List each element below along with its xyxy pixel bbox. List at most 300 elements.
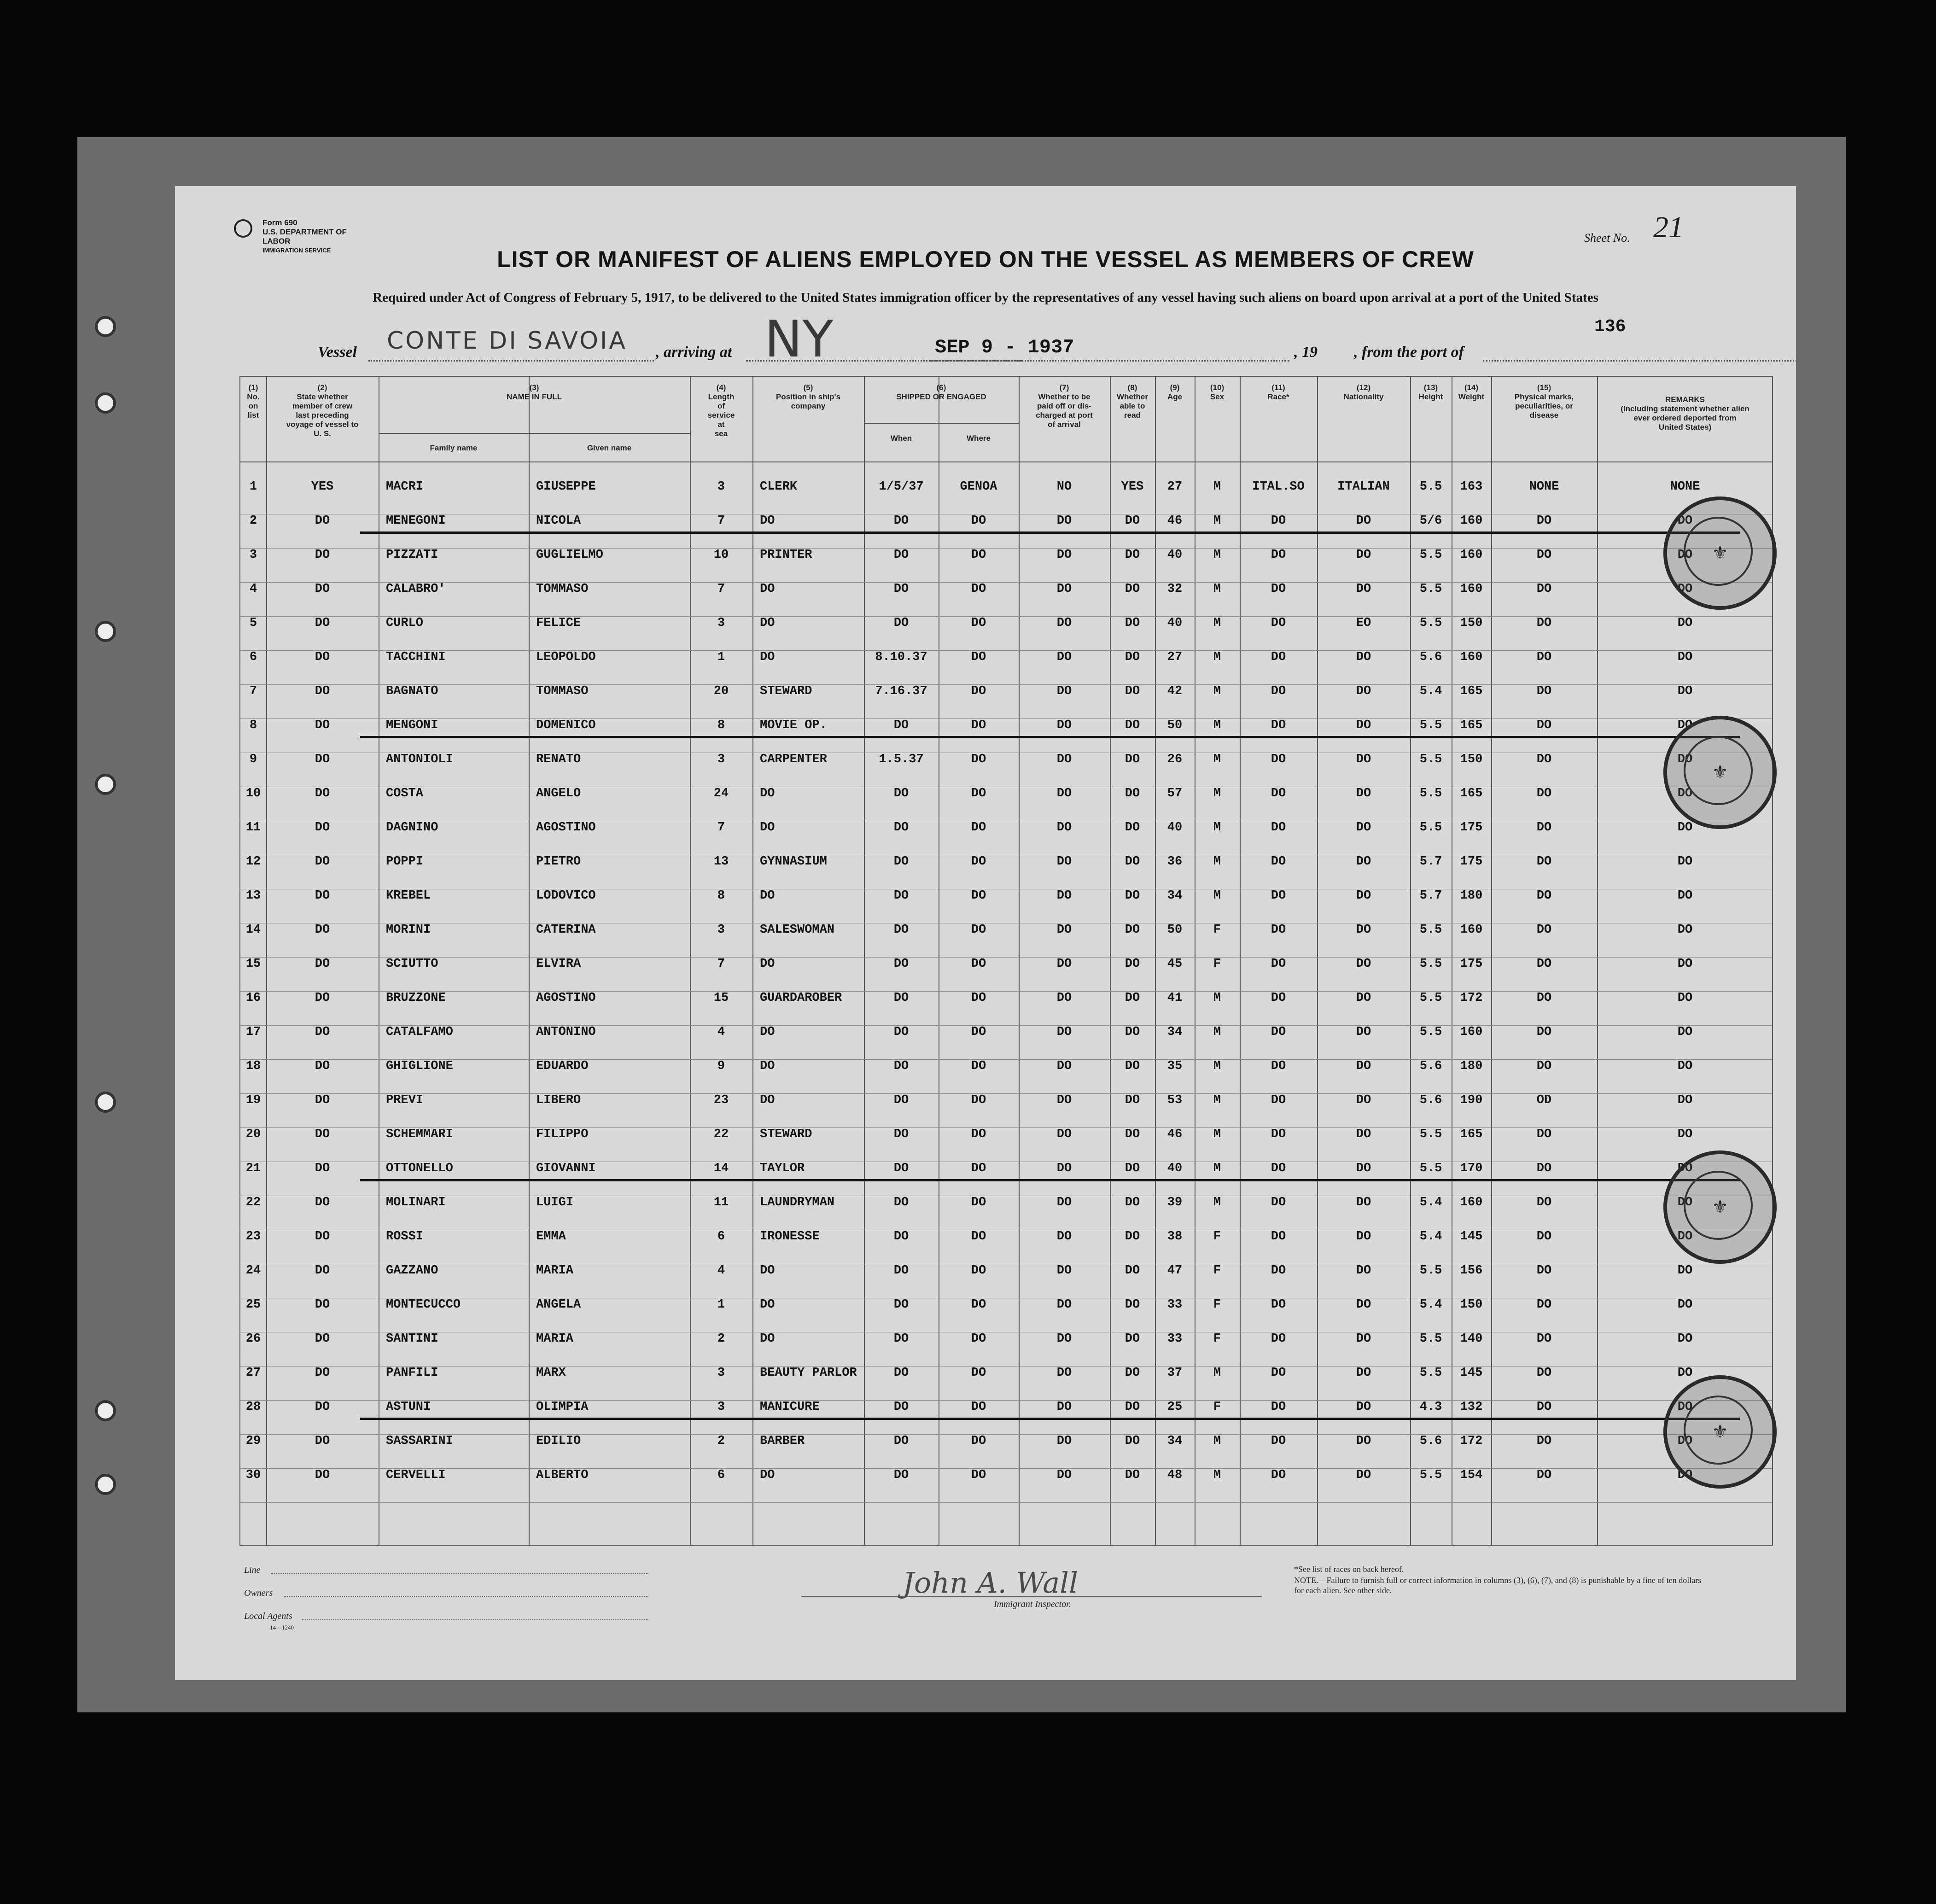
cell-race: DO <box>1271 650 1286 664</box>
cell-when: DO <box>893 514 909 528</box>
cell-prev: DO <box>315 1127 330 1141</box>
cell-given: GUGLIELMO <box>536 548 603 562</box>
cell-marks: DO <box>1536 684 1552 698</box>
cell-position: MANICURE <box>760 1400 820 1414</box>
col-header-service-length: (4) Length of service at sea <box>707 383 735 438</box>
cell-position: GUARDAROBER <box>760 991 842 1005</box>
cell-position: DO <box>760 650 775 664</box>
cell-position: DO <box>760 1093 775 1107</box>
cell-when: DO <box>893 787 909 800</box>
cell-position: DO <box>760 957 775 971</box>
cell-when: DO <box>893 1298 909 1312</box>
cell-remarks: DO <box>1677 650 1693 664</box>
cell-where: DO <box>971 684 986 698</box>
cell-race: DO <box>1271 1298 1286 1312</box>
cell-no: 3 <box>249 548 257 562</box>
cell-prev: DO <box>315 1230 330 1244</box>
cell-remarks: DO <box>1677 889 1693 903</box>
cell-where: DO <box>971 1298 986 1312</box>
cell-race: DO <box>1271 923 1286 937</box>
cell-marks: DO <box>1536 889 1552 903</box>
cell-remarks: DO <box>1677 753 1693 766</box>
cell-read: DO <box>1125 1332 1140 1346</box>
cell-weight: 140 <box>1460 1332 1483 1346</box>
col-header-shipped: (6) SHIPPED OR ENGAGED <box>896 383 986 401</box>
cell-paid: DO <box>1056 821 1072 835</box>
cell-service: 3 <box>717 1366 725 1380</box>
cell-height: 5.5 <box>1419 753 1442 766</box>
cell-family: SASSARINI <box>386 1434 453 1448</box>
cell-sex: M <box>1213 855 1221 869</box>
cell-nat: DO <box>1356 787 1371 800</box>
cell-nat: DO <box>1356 1298 1371 1312</box>
cell-given: GIOVANNI <box>536 1162 596 1175</box>
col-header-race: (11) Race* <box>1267 383 1289 401</box>
cell-read: DO <box>1125 1400 1140 1414</box>
cell-paid: DO <box>1056 1434 1072 1448</box>
cell-where: DO <box>971 1332 986 1346</box>
cell-read: DO <box>1125 1162 1140 1175</box>
cell-given: MARIA <box>536 1332 574 1346</box>
cell-nat: DO <box>1356 957 1371 971</box>
cell-height: 5.5 <box>1419 1264 1442 1278</box>
cell-nat: DO <box>1356 514 1371 528</box>
cell-read: DO <box>1125 684 1140 698</box>
cell-paid: DO <box>1056 548 1072 562</box>
cell-family: SCIUTTO <box>386 957 438 971</box>
cell-marks: DO <box>1536 787 1552 800</box>
from-port-fill-line <box>1483 360 1796 362</box>
cell-service: 3 <box>717 480 725 494</box>
cell-paid: DO <box>1056 1298 1072 1312</box>
cell-prev: DO <box>315 1298 330 1312</box>
cell-marks: DO <box>1536 616 1552 630</box>
cell-position: STEWARD <box>760 684 812 698</box>
col-header-sex: (10) Sex <box>1210 383 1225 401</box>
cell-no: 1 <box>249 480 257 494</box>
stamped-number: 136 <box>1594 317 1626 337</box>
col-header-given-name: Given name <box>587 444 632 452</box>
cell-weight: 150 <box>1460 1298 1483 1312</box>
cell-where: DO <box>971 650 986 664</box>
cell-age: 27 <box>1167 480 1183 494</box>
row-rule <box>240 1502 1772 1503</box>
table-row <box>240 1059 1772 1093</box>
cell-race: DO <box>1271 1025 1286 1039</box>
cell-prev: DO <box>315 1332 330 1346</box>
cell-race: DO <box>1271 1400 1286 1414</box>
cell-sex: M <box>1213 1093 1221 1107</box>
cell-weight: 160 <box>1460 1025 1483 1039</box>
cell-sex: M <box>1213 514 1221 528</box>
cell-age: 35 <box>1167 1059 1183 1073</box>
cell-height: 5.6 <box>1419 1434 1442 1448</box>
cell-position: CARPENTER <box>760 753 827 766</box>
cell-when: 7.16.37 <box>875 684 927 698</box>
cell-sex: F <box>1213 1230 1221 1244</box>
table-row <box>240 1400 1772 1434</box>
cell-height: 5.5 <box>1419 718 1442 732</box>
cell-weight: 175 <box>1460 821 1483 835</box>
form-number: Form 690 <box>262 218 297 227</box>
cell-given: ANGELA <box>536 1298 581 1312</box>
cell-position: PRINTER <box>760 548 812 562</box>
cell-marks: DO <box>1536 1162 1552 1175</box>
owners-label: Owners <box>244 1588 273 1598</box>
cell-where: DO <box>971 1059 986 1073</box>
cell-no: 8 <box>249 718 257 732</box>
cell-given: CATERINA <box>536 923 596 937</box>
cell-family: SCHEMMARI <box>386 1127 453 1141</box>
table-row <box>240 923 1772 957</box>
cell-position: BEAUTY PARLOR <box>760 1366 857 1380</box>
cell-race: DO <box>1271 991 1286 1005</box>
cell-nat: DO <box>1356 1264 1371 1278</box>
cell-nat: DO <box>1356 1025 1371 1039</box>
cell-prev: DO <box>315 650 330 664</box>
cell-read: DO <box>1125 1093 1140 1107</box>
col-header-nationality: (12) Nationality <box>1343 383 1384 401</box>
cell-age: 48 <box>1167 1468 1183 1482</box>
cell-age: 32 <box>1167 582 1183 596</box>
cell-position: STEWARD <box>760 1127 812 1141</box>
cell-position: DO <box>760 1059 775 1073</box>
cell-when: DO <box>893 1366 909 1380</box>
cell-no: 11 <box>245 821 261 835</box>
cell-read: DO <box>1125 1434 1140 1448</box>
cell-where: DO <box>971 1366 986 1380</box>
cell-position: DO <box>760 514 775 528</box>
cell-when: 1.5.37 <box>879 753 924 766</box>
cell-read: DO <box>1125 514 1140 528</box>
cell-height: 5.5 <box>1419 1127 1442 1141</box>
col-header-when: When <box>890 434 912 443</box>
table-row <box>240 1025 1772 1059</box>
table-row <box>240 1298 1772 1332</box>
cell-nat: DO <box>1356 855 1371 869</box>
cell-race: DO <box>1271 1366 1286 1380</box>
arriving-port: NY <box>764 310 834 368</box>
cell-no: 24 <box>245 1264 261 1278</box>
cell-race: DO <box>1271 1196 1286 1209</box>
cell-service: 7 <box>717 582 725 596</box>
table-row <box>240 991 1772 1025</box>
cell-service: 3 <box>717 616 725 630</box>
cell-sex: M <box>1213 1468 1221 1482</box>
table-row <box>240 821 1772 855</box>
cell-prev: DO <box>315 991 330 1005</box>
cell-nat: DO <box>1356 889 1371 903</box>
cell-read: DO <box>1125 1127 1140 1141</box>
cell-age: 39 <box>1167 1196 1183 1209</box>
cell-race: DO <box>1271 1264 1286 1278</box>
cell-remarks: DO <box>1677 1298 1693 1312</box>
cell-where: DO <box>971 514 986 528</box>
cell-paid: DO <box>1056 1366 1072 1380</box>
cell-age: 45 <box>1167 957 1183 971</box>
cell-prev: DO <box>315 582 330 596</box>
cell-age: 26 <box>1167 753 1183 766</box>
cell-where: DO <box>971 855 986 869</box>
cell-remarks: DO <box>1677 1366 1693 1380</box>
cell-remarks: DO <box>1677 957 1693 971</box>
service-name: IMMIGRATION SERVICE <box>262 247 331 254</box>
cell-read: DO <box>1125 1230 1140 1244</box>
table-row <box>240 1434 1772 1468</box>
cell-service: 23 <box>713 1093 729 1107</box>
table-row <box>240 1127 1772 1162</box>
cell-marks: DO <box>1536 514 1552 528</box>
col-header-name: (3) NAME IN FULL <box>507 383 562 401</box>
cell-no: 25 <box>245 1298 261 1312</box>
table-row <box>240 480 1772 514</box>
cell-nat: DO <box>1356 1162 1371 1175</box>
cell-service: 6 <box>717 1468 725 1482</box>
cell-prev: DO <box>315 1366 330 1380</box>
cell-when: DO <box>893 1230 909 1244</box>
cell-position: DO <box>760 582 775 596</box>
cell-remarks: DO <box>1677 684 1693 698</box>
cell-prev: DO <box>315 957 330 971</box>
cell-given: MARIA <box>536 1264 574 1278</box>
cell-paid: DO <box>1056 582 1072 596</box>
cell-paid: DO <box>1056 1332 1072 1346</box>
cell-weight: 165 <box>1460 718 1483 732</box>
cell-paid: DO <box>1056 787 1072 800</box>
cell-marks: DO <box>1536 718 1552 732</box>
cell-when: DO <box>893 548 909 562</box>
cell-when: DO <box>893 855 909 869</box>
cell-where: DO <box>971 1162 986 1175</box>
cell-position: DO <box>760 1468 775 1482</box>
cell-remarks: DO <box>1677 1059 1693 1073</box>
department-name: U.S. DEPARTMENT OF LABOR <box>262 228 347 245</box>
cell-read: DO <box>1125 889 1140 903</box>
cell-nat: DO <box>1356 923 1371 937</box>
cell-family: MACRI <box>386 480 424 494</box>
cell-nat: DO <box>1356 821 1371 835</box>
cell-sex: M <box>1213 1059 1221 1073</box>
cell-sex: F <box>1213 1332 1221 1346</box>
cell-weight: 172 <box>1460 1434 1483 1448</box>
cell-marks: DO <box>1536 1400 1552 1414</box>
cell-where: GENOA <box>960 480 997 494</box>
cell-remarks: DO <box>1677 1230 1693 1244</box>
cell-nat: DO <box>1356 991 1371 1005</box>
cell-remarks: DO <box>1677 1400 1693 1414</box>
cell-no: 10 <box>245 787 261 800</box>
binder-hole <box>95 316 116 337</box>
cell-when: DO <box>893 1025 909 1039</box>
cell-read: DO <box>1125 616 1140 630</box>
cell-prev: YES <box>311 480 334 494</box>
cell-age: 40 <box>1167 548 1183 562</box>
cell-given: PIETRO <box>536 855 581 869</box>
cell-prev: DO <box>315 1162 330 1175</box>
cell-paid: DO <box>1056 1059 1072 1073</box>
cell-weight: 156 <box>1460 1264 1483 1278</box>
cell-read: DO <box>1125 787 1140 800</box>
strikethrough-line <box>360 1179 1740 1181</box>
cell-read: DO <box>1125 650 1140 664</box>
cell-marks: OD <box>1536 1093 1552 1107</box>
cell-read: DO <box>1125 1196 1140 1209</box>
cell-weight: 145 <box>1460 1230 1483 1244</box>
table-row <box>240 582 1772 616</box>
cell-weight: 165 <box>1460 787 1483 800</box>
col-header-previous-voyage: (2) State whether member of crew last preceding voyage of vessel to U. S. <box>286 383 359 438</box>
cell-when: DO <box>893 616 909 630</box>
cell-weight: 145 <box>1460 1366 1483 1380</box>
cell-where: DO <box>971 1400 986 1414</box>
cell-age: 46 <box>1167 514 1183 528</box>
local-agents-label: Local Agents <box>244 1611 292 1621</box>
from-port-label: , from the port of <box>1354 344 1464 361</box>
cell-paid: DO <box>1056 1264 1072 1278</box>
cell-race: DO <box>1271 855 1286 869</box>
cell-remarks: DO <box>1677 923 1693 937</box>
cell-height: 5.4 <box>1419 684 1442 698</box>
cell-no: 4 <box>249 582 257 596</box>
cell-prev: DO <box>315 889 330 903</box>
cell-given: ALBERTO <box>536 1468 589 1482</box>
cell-family: MENGONI <box>386 718 438 732</box>
cell-read: DO <box>1125 855 1140 869</box>
cell-given: EDUARDO <box>536 1059 589 1073</box>
cell-given: FELICE <box>536 616 581 630</box>
cell-race: DO <box>1271 684 1286 698</box>
cell-sex: M <box>1213 787 1221 800</box>
cell-prev: DO <box>315 855 330 869</box>
cell-marks: DO <box>1536 753 1552 766</box>
cell-no: 19 <box>245 1093 261 1107</box>
cell-where: DO <box>971 889 986 903</box>
cell-marks: DO <box>1536 650 1552 664</box>
cell-read: DO <box>1125 1025 1140 1039</box>
cell-weight: 160 <box>1460 650 1483 664</box>
cell-sex: M <box>1213 1025 1221 1039</box>
cell-paid: DO <box>1056 957 1072 971</box>
cell-race: DO <box>1271 1162 1286 1175</box>
cell-remarks: DO <box>1677 548 1693 562</box>
cell-given: MARX <box>536 1366 566 1380</box>
cell-where: DO <box>971 923 986 937</box>
cell-family: TACCHINI <box>386 650 446 664</box>
cell-position: TAYLOR <box>760 1162 805 1175</box>
cell-service: 1 <box>717 1298 725 1312</box>
cell-no: 15 <box>245 957 261 971</box>
table-row <box>240 548 1772 582</box>
year-label: , 19 <box>1294 344 1318 361</box>
cell-age: 40 <box>1167 1162 1183 1175</box>
cell-no: 30 <box>245 1468 261 1482</box>
cell-age: 41 <box>1167 991 1183 1005</box>
cell-position: DO <box>760 1025 775 1039</box>
cell-sex: M <box>1213 548 1221 562</box>
cell-age: 50 <box>1167 923 1183 937</box>
cell-no: 27 <box>245 1366 261 1380</box>
cell-no: 5 <box>249 616 257 630</box>
col-header-remarks: REMARKS (Including statement whether alien ever ordered deported from United States) <box>1621 395 1749 432</box>
cell-when: 1/5/37 <box>879 480 924 494</box>
cell-read: DO <box>1125 582 1140 596</box>
cell-when: DO <box>893 957 909 971</box>
cell-weight: 190 <box>1460 1093 1483 1107</box>
cell-where: DO <box>971 1264 986 1278</box>
cell-age: 53 <box>1167 1093 1183 1107</box>
arrival-date: SEP 9 - 1937 <box>935 336 1074 358</box>
cell-family: POPPI <box>386 855 424 869</box>
date-fill-line <box>930 360 1289 362</box>
cell-family: MORINI <box>386 923 431 937</box>
cell-service: 20 <box>713 684 729 698</box>
cell-height: 5.6 <box>1419 1059 1442 1073</box>
cell-read: DO <box>1125 548 1140 562</box>
cell-when: DO <box>893 889 909 903</box>
cell-sex: M <box>1213 582 1221 596</box>
inspector-signature: John A. Wall <box>903 1566 1078 1600</box>
binder-hole <box>95 392 116 414</box>
cell-no: 26 <box>245 1332 261 1346</box>
cell-weight: 154 <box>1460 1468 1483 1482</box>
cell-prev: DO <box>315 548 330 562</box>
cell-height: 5.5 <box>1419 1162 1442 1175</box>
cell-service: 8 <box>717 889 725 903</box>
cell-prev: DO <box>315 787 330 800</box>
cell-prev: DO <box>315 753 330 766</box>
consular-seal-stamp: ⚜ <box>1663 1375 1777 1489</box>
cell-marks: DO <box>1536 582 1552 596</box>
cell-when: DO <box>893 718 909 732</box>
cell-when: DO <box>893 1162 909 1175</box>
cell-family: CALABRO' <box>386 582 446 596</box>
cell-service: 15 <box>713 991 729 1005</box>
cell-read: DO <box>1125 957 1140 971</box>
cell-marks: DO <box>1536 1434 1552 1448</box>
cell-paid: DO <box>1056 514 1072 528</box>
cell-service: 4 <box>717 1264 725 1278</box>
cell-given: LIBERO <box>536 1093 581 1107</box>
cell-remarks: DO <box>1677 1434 1693 1448</box>
col-header-family-name: Family name <box>430 444 478 452</box>
cell-height: 5.5 <box>1419 957 1442 971</box>
cell-nat: DO <box>1356 1093 1371 1107</box>
consular-seal-stamp: ⚜ <box>1663 496 1777 610</box>
cell-read: DO <box>1125 1264 1140 1278</box>
cell-service: 2 <box>717 1332 725 1346</box>
cell-marks: DO <box>1536 1196 1552 1209</box>
cell-age: 38 <box>1167 1230 1183 1244</box>
cell-family: OTTONELLO <box>386 1162 453 1175</box>
cell-race: DO <box>1271 548 1286 562</box>
cell-sex: M <box>1213 1162 1221 1175</box>
cell-race: DO <box>1271 1059 1286 1073</box>
cell-nat: DO <box>1356 548 1371 562</box>
cell-position: SALESWOMAN <box>760 923 835 937</box>
document-title: LIST OR MANIFEST OF ALIENS EMPLOYED ON THE VESSEL AS MEMBERS OF CREW <box>497 246 1474 272</box>
cell-remarks: DO <box>1677 991 1693 1005</box>
cell-no: 18 <box>245 1059 261 1073</box>
cell-height: 5/6 <box>1419 514 1442 528</box>
cell-paid: DO <box>1056 889 1072 903</box>
cell-height: 5.5 <box>1419 1366 1442 1380</box>
cell-family: GAZZANO <box>386 1264 438 1278</box>
cell-height: 5.4 <box>1419 1196 1442 1209</box>
table-row <box>240 753 1772 787</box>
line-label: Line <box>244 1565 261 1575</box>
cell-position: CLERK <box>760 480 798 494</box>
cell-given: AGOSTINO <box>536 991 596 1005</box>
